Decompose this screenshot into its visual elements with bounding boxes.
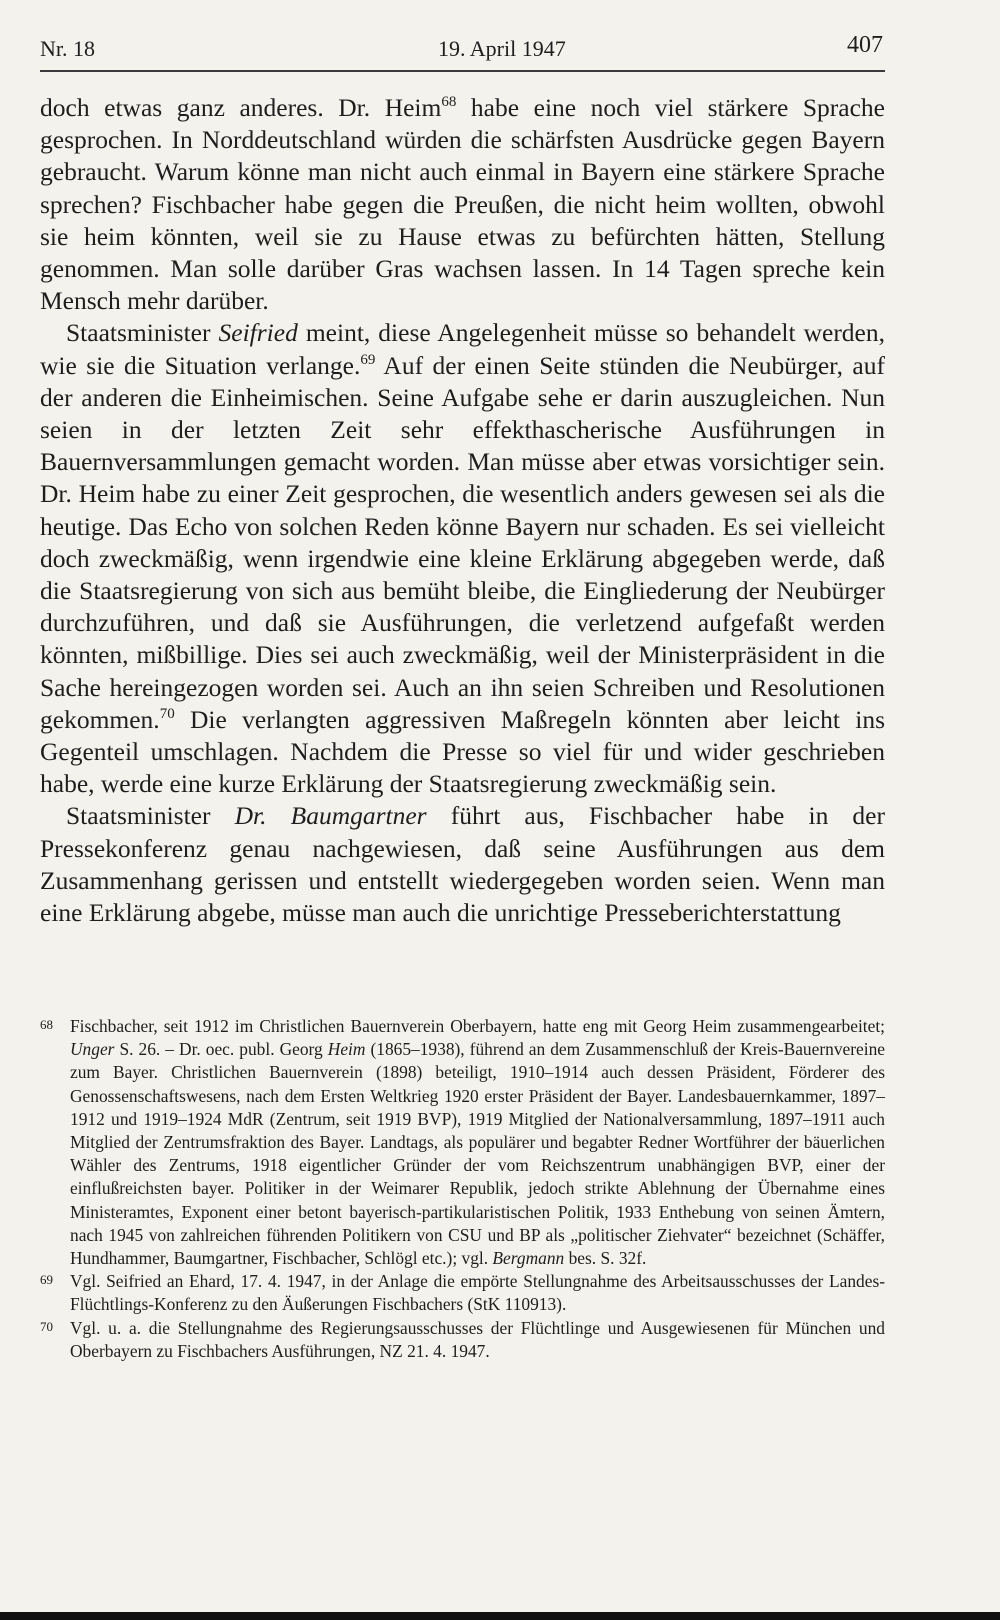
speaker-name: Seifried xyxy=(218,318,298,348)
main-text xyxy=(40,92,885,929)
page-number: 407 xyxy=(847,32,883,58)
header-date: 19. April 1947 xyxy=(438,36,566,61)
footnote-ref-69: 69 xyxy=(360,351,376,368)
footnote-number: 68 xyxy=(40,1017,53,1032)
paragraph-1: doch etwas ganz anderes. Dr. Heim$^{68}$ habe eine noch viel stärkere Sprache gesprochen. In Norddeutschland würden die schärfsten Ausdrücke gegen Bayern gebraucht. Warum könne man nicht auch einmal in Bayern eine stärkere Sprache sprechen? Fischbacher habe gegen die Preußen, die nicht heim wollten, obwohl sie heim könnten, weil sie zu Hause etwas zu befürchten hätten, Stellung genommen. Man solle darüber Gras wachsen lassen. In 14 Tagen spreche kein Mensch mehr darüber. xyxy=(40,93,885,316)
footnote-number: 69 xyxy=(40,1272,53,1288)
footnote-68: 68 Fischbacher, seit 1912 im Christlichen Bauernverein Oberbayern, hatte eng mit Georg Heim zusammengearbeitet; Unger S. 26. – Dr. oec. publ. Georg Heim (1865–1938), führend an dem Zusammenschluß der Kreis-Bauernvereine zum Bayer. Christlichen Bauernverein (1898) beteiligt, 1910–1914 auch dessen Präsident, Förderer des Genossenschaftswesens, nach dem Ersten Weltkrieg 1920 erster Präsident der Bayer. Landesbauernkammer, 1897–1912 und 1919–1924 MdR (Zentrum, seit 1919 BVP), 1919 Mitglied der Nationalversammlung, 1897–1911 auch Mitglied der Zentrumsfraktion des Bayer. Landtags, als populärer und begabter Redner Wortführer der bäuerlichen Wähler des Zentrums, 1918 eigentlicher Gründer der vom Reichszentrum unabhängigen BVP, einer der einflußreichsten bayer. Politiker in der Weimarer Republik, jedoch strikte Ablehnung der Übernahme eines Ministeramtes, Exponent einer betont bayerisch-partikularistischen Politik, 1933 Enthebung von seinen Ämtern, nach 1945 von zahlreichen führenden Politikern von CSU und BP als „politischer Ziehvater“ bezeichnet (Schäffer, Hundhammer, Baumgartner, Fischbacher, Schlögl etc.); vgl. Bergmann bes. S. 32f. xyxy=(40,1015,885,1270)
footnote-69: 69 Vgl. Seifried an Ehard, 17. 4. 1947, in der Anlage die empörte Stellungnahme des Arbeitsausschusses der Landes-Flüchtlings-Konferenz zu den Äußerungen Fischbachers (StK 110913). xyxy=(40,1270,885,1316)
paragraph-2: Staatsminister Seifried meint, diese Angelegenheit müsse so behandelt werden, wie sie die Situation verlange.$^{69}$ Auf der einen Seite stünden die Neubürger, auf der anderen die Einheimischen. Seine Aufgabe sehe er darin auszugleichen. Nun seien in der letzten Zeit sehr effekthascherische Ausführungen in Bauernversammlungen gemacht worden. Man müsse aber etwas vorsichtiger sein. Dr. Heim habe zu einer Zeit gesprochen, die wesentlich anders gewesen sei als die heutige. Das Echo von solchen Reden könne Bayern nur schaden. Es sei vielleicht doch zweckmäßig, wenn irgendwie eine kleine Erklärung abgegeben werde, daß die Staatsregierung von sich aus bemüht bleibe, die Eingliederung der Neubürger durchzuführen, und daß sie Ausführungen, die verletzend aufgefaßt werden könnten, mißbillige. Dies sei auch zweckmäßig, weil der Ministerpräsident in die Sache hereingezogen worden sei. Auch an ihn seien Schreiben und Resolutionen gekommen.$^{70}$ Die verlangten aggressiven Maßregeln könnten aber leicht ins Gegenteil umschlagen. Nachdem die Presse so viel für und wider geschrieben habe, werde eine kurze Erklärung der Staatsregierung zweckmäßig sein. xyxy=(40,318,886,799)
footnote-ref-68: 68 xyxy=(441,94,457,110)
speaker-name: Dr. Baumgartner xyxy=(234,801,427,831)
running-header xyxy=(40,30,885,72)
footnote-ref-70: 70 xyxy=(159,705,175,722)
paragraph-3: Staatsminister Dr. Baumgartner führt aus, Fischbacher habe in der Pressekonferenz genau nachgewiesen, daß seine Ausführungen aus dem Zusammenhang gerissen und entstellt wiedergegeben worden seien. Wenn man eine Erklärung abgebe, müsse man auch die unrichtige Presseberichterstattung xyxy=(40,801,885,928)
issue-number: Nr. 18 xyxy=(40,36,95,61)
footnote-70: 70 Vgl. u. a. die Stellungnahme des Regierungsausschusses der Flüchtlinge und Ausgewiesenen für München und Oberbayern zu Fischbachers Ausführungen, NZ 21. 4. 1947. xyxy=(40,1317,885,1363)
footnote-number: 70 xyxy=(40,1318,53,1334)
scan-edge xyxy=(0,1612,1000,1620)
footnotes xyxy=(40,1015,885,1363)
